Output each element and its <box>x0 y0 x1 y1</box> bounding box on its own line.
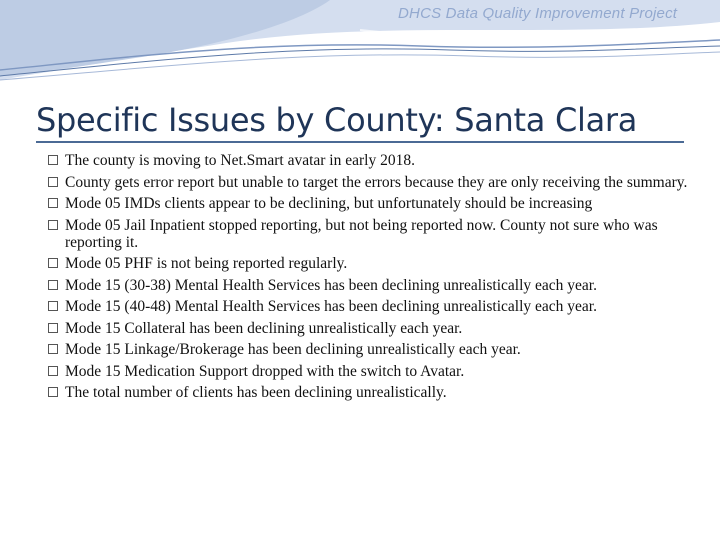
bullet-text: Mode 05 Jail Inpatient stopped reporting, but not being reported now. County not sure who was reporting it. <box>65 216 658 251</box>
header-project-label: DHCS Data Quality Improvement Project <box>398 5 678 22</box>
bullet-item <box>48 255 688 272</box>
square-bullet-icon <box>48 155 58 165</box>
bullet-item <box>48 320 688 337</box>
bullet-item <box>48 152 688 169</box>
bullet-text: Mode 05 IMDs clients appear to be declining, but unfortunately should be increasing <box>65 195 593 212</box>
square-bullet-icon <box>48 301 58 311</box>
header-decoration <box>0 0 720 90</box>
square-bullet-icon <box>48 198 58 208</box>
square-bullet-icon <box>48 387 58 397</box>
square-bullet-icon <box>48 323 58 333</box>
square-bullet-icon <box>48 366 58 376</box>
square-bullet-icon <box>48 280 58 290</box>
square-bullet-icon <box>48 220 58 230</box>
bullet-item <box>48 363 688 380</box>
bullet-item <box>48 195 688 212</box>
bullet-text: Mode 15 Collateral has been declining unrealistically each year. <box>65 319 463 337</box>
slide-title: Specific Issues by County: Santa Clara <box>36 101 638 139</box>
bullet-item <box>48 277 688 294</box>
bullet-text: Mode 05 PHF is not being reported regularly. <box>65 255 348 272</box>
bullet-text: The county is moving to Net.Smart avatar in early 2018. <box>65 152 415 169</box>
square-bullet-icon <box>48 177 58 187</box>
bullet-text: Mode 15 Medication Support dropped with the switch to Avatar. <box>65 362 465 380</box>
title-underline <box>36 141 684 143</box>
bullet-item <box>48 174 688 191</box>
bullet-item <box>48 384 688 401</box>
bullet-text: Mode 15 (40-48) Mental Health Services has been declining unrealistically each year. <box>65 298 597 315</box>
square-bullet-icon <box>48 258 58 268</box>
bullet-item <box>48 341 688 358</box>
square-bullet-icon <box>48 344 58 354</box>
bullet-text: Mode 15 (30-38) Mental Health Services has been declining unrealistically each year. <box>65 276 597 294</box>
bullet-text: County gets error report but unable to target the errors because they are only receiving the summary. <box>65 173 688 191</box>
bullet-text: Mode 15 Linkage/Brokerage has been declining unrealistically each year. <box>65 341 521 358</box>
bullet-item <box>48 217 688 251</box>
bullet-list <box>48 152 688 406</box>
bullet-text: The total number of clients has been declining unrealistically. <box>65 384 447 401</box>
bullet-item <box>48 298 688 315</box>
